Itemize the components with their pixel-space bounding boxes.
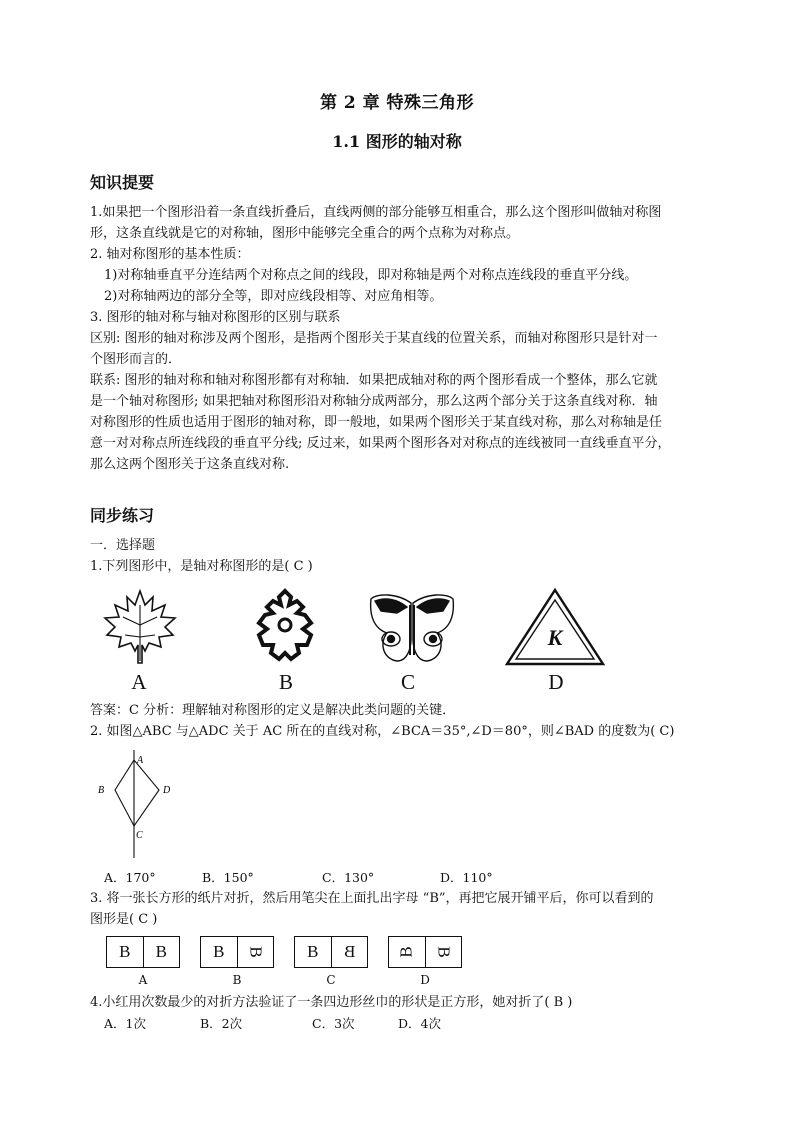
q4-choice-a: A．1次 (104, 1016, 146, 1031)
q1-label-c: C (400, 670, 415, 694)
point-b: B (98, 785, 105, 796)
triangle-letter: K (547, 625, 563, 650)
q4-choice-b: B．2次 (200, 1016, 243, 1031)
knowledge-line: 3. 图形的轴对称与轴对称图形的区别与联系 (90, 310, 341, 325)
q3-label-b: B (232, 973, 242, 987)
q2-choice-c: C．130° (322, 870, 375, 885)
q1-answer: 答案：C 分析：理解轴对称图形的定义是解决此类问题的关键． (90, 703, 456, 718)
knowledge-line: 是一个轴对称图形; 如果把轴对称图形沿对称轴分成两部分，那么这两个部分关于这条直线对称．轴 (90, 394, 658, 409)
part-label: 一．选择题 (90, 538, 156, 553)
knowledge-line: 区别: 图形的轴对称涉及两个图形，是指两个图形关于某直线的位置关系，而轴对称图形只是针对一 (90, 331, 658, 346)
q1-label-d: D (548, 670, 564, 694)
knowledge-line: 联系: 图形的轴对称和轴对称图形都有对称轴．如果把成轴对称的两个图形看成一个整体，那么它就 (90, 373, 658, 388)
knowledge-line: 2. 轴对称图形的基本性质： (90, 247, 250, 262)
q1-label-a: A (131, 670, 147, 694)
letter-b-rotated: B (434, 946, 454, 958)
knowledge-line: 1)对称轴垂直平分连结两个对称点之间的线段，即对称轴是两个对称点连线段的垂直平分线。 (104, 268, 638, 283)
knowledge-line: 2)对称轴两边的部分全等，即对应线段相等、对应角相等。 (104, 289, 443, 304)
letter-b: B (307, 942, 319, 961)
letter-b-rotated: B (246, 946, 266, 958)
q3-stem-line2: 图形是( C ) (90, 912, 158, 927)
knowledge-body (90, 202, 710, 475)
q3-option-b-box (200, 936, 274, 968)
q4-choice-d: D．4次 (398, 1016, 441, 1031)
q1-q2-text (90, 700, 710, 742)
section-title: 1.1 图形的轴对称 (332, 132, 462, 151)
letter-b: B (155, 942, 167, 961)
butterfly-icon (371, 595, 454, 661)
knowledge-line: 意一对对称点所连线段的垂直平分线; 反过来，如果两个图形各对对称点的连线被同一直线垂直平分， (90, 436, 671, 451)
q2-choice-a: A．170° (104, 870, 156, 885)
knowledge-line: 对称图形的性质也适用于图形的轴对称，即一般地，如果两个图形关于某直线对称，那么对称轴是任 (90, 415, 663, 430)
practice-part1 (90, 535, 710, 577)
q3-label-c: C (326, 973, 336, 987)
letter-b: B (119, 942, 131, 961)
knowledge-line: 那么这两个图形关于这条直线对称. (90, 457, 290, 472)
q3-label-a: A (138, 973, 148, 987)
q4-choices (104, 1014, 441, 1032)
point-c: C (136, 830, 143, 841)
q3-label-d: D (420, 973, 430, 987)
q2-stem: 2. 如图△ABC 与△ADC 关于 AC 所在的直线对称，∠BCA＝35°,∠D＝80°，则∠BAD 的度数为( C) (90, 724, 675, 739)
q3-option-a-box (106, 936, 180, 968)
q3-stem-line1: 3. 将一张长方形的纸片对折，然后用笔尖在上面扎出字母 “B”，再把它展开铺平后，你可以看到的 (90, 891, 654, 906)
q3-option-c-box (294, 936, 368, 968)
q3-text (90, 888, 710, 930)
knowledge-line: 1.如果把一个图形沿着一条直线折叠后，直线两侧的部分能够互相重合，那么这个图形叫做轴对称图 (90, 205, 662, 220)
practice-heading: 同步练习 (90, 506, 155, 525)
letter-b: B (213, 942, 225, 961)
q1-label-b: B (278, 670, 293, 694)
point-d: D (163, 785, 171, 796)
knowledge-line: 个图形而言的． (90, 352, 182, 367)
letter-b-rotated: B (396, 946, 416, 958)
maple-leaf-icon (105, 591, 175, 663)
q3-option-d-box (388, 936, 462, 968)
q4-stem: 4.小红用次数最少的对折方法验证了一条四边形丝巾的形状是正方形，她对折了( B ) (90, 995, 573, 1010)
q2-choice-d: D．110° (440, 870, 493, 885)
q4-text (90, 992, 710, 1013)
q2-choices (104, 868, 493, 886)
q2-choice-b: B．150° (202, 870, 254, 885)
chapter-title: 第 2 章 特殊三角形 (319, 93, 475, 113)
q1-stem: 1.下列图形中，是轴对称图形的是( C ) (90, 559, 313, 574)
q2-kite-figure (95, 748, 190, 860)
knowledge-heading: 知识提要 (90, 173, 155, 192)
q4-choice-c: C．3次 (312, 1016, 355, 1031)
q1-figures (95, 585, 615, 670)
knowledge-line: 形，这条直线就是它的对称轴，图形中能够完全重合的两个点称为对称点。 (90, 226, 520, 241)
point-a: A (137, 755, 144, 766)
snowflake-icon (259, 591, 311, 659)
letter-b-mirrored: B (343, 942, 355, 961)
